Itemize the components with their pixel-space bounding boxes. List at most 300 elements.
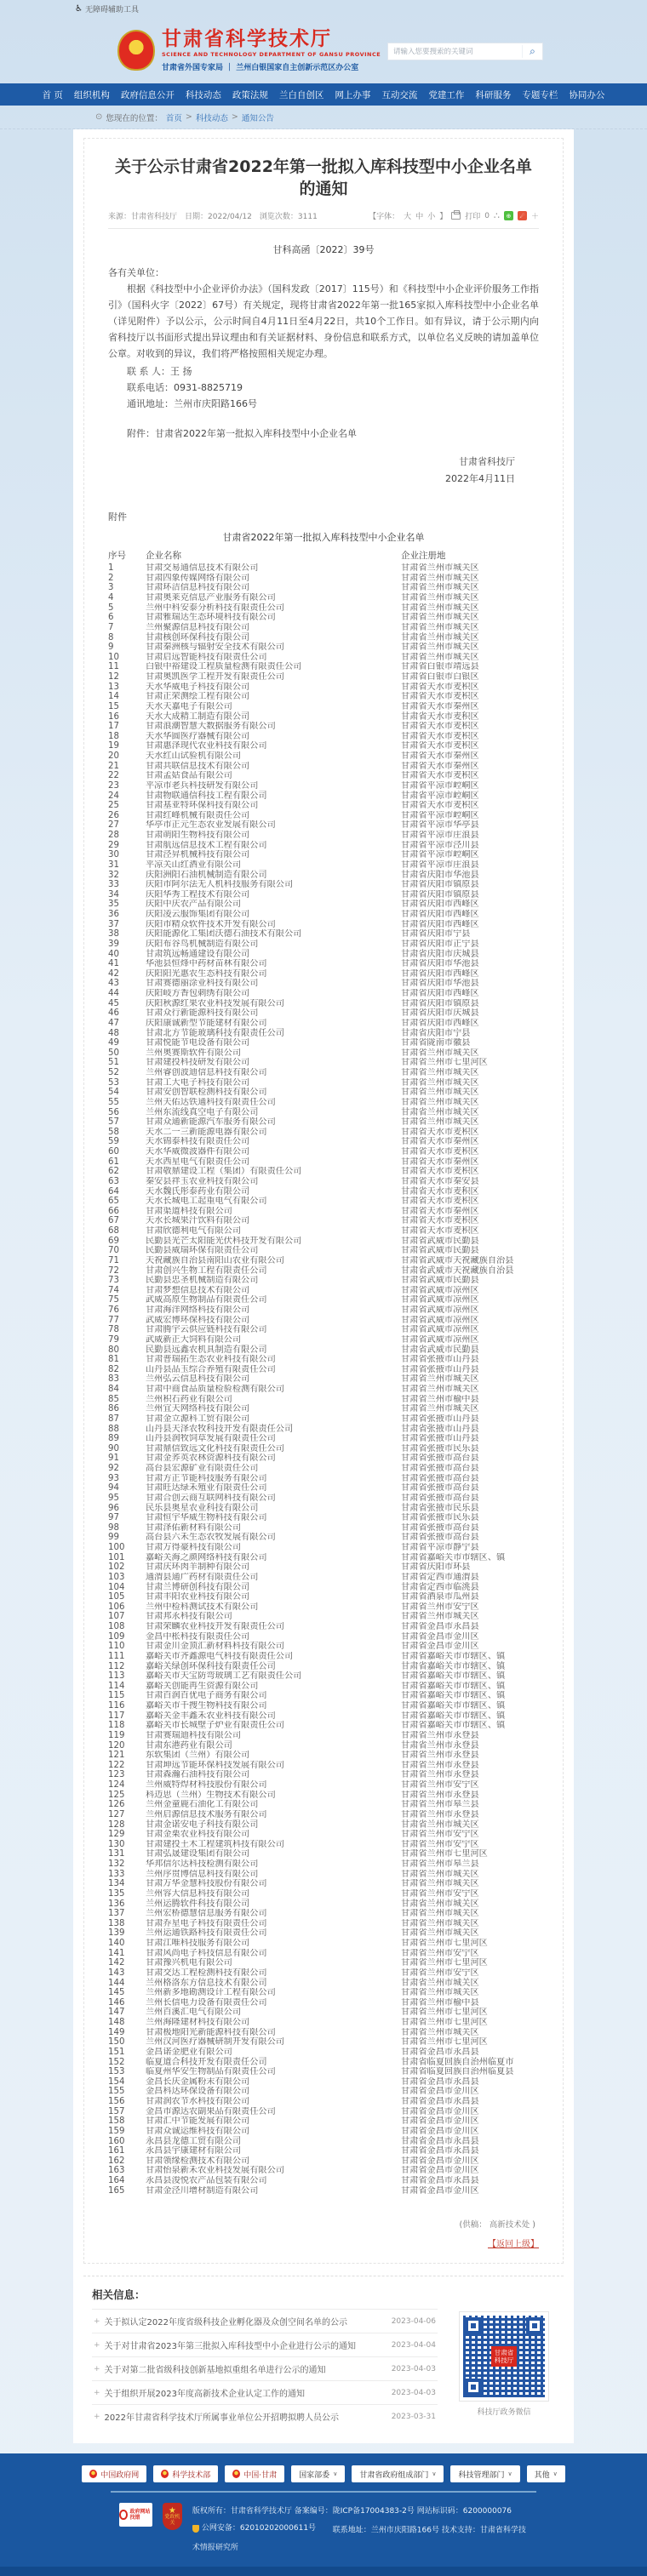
cell-no: 163 <box>108 2166 125 2176</box>
related-list <box>92 2309 438 2428</box>
cell-company: 甘肃秦洲核与辐射安全技术有限公司 <box>146 643 284 653</box>
cell-company: 甘肃萌阳生物科技有限公司 <box>146 831 250 841</box>
table-row <box>108 2067 539 2077</box>
cell-location: 甘肃省金昌市金川区 <box>401 1631 479 1642</box>
cell-no: 62 <box>108 1167 119 1177</box>
cell-company: 兰州天佑达铁通科技有限责任公司 <box>146 1097 276 1107</box>
cell-company: 甘肃欣德利电气有限公司 <box>146 1226 242 1237</box>
table-row <box>108 692 539 702</box>
cell-no: 48 <box>108 1028 119 1038</box>
table-row <box>108 1513 539 1523</box>
table-row <box>108 2087 539 2097</box>
table-row <box>108 1533 539 1543</box>
related-link[interactable]: 关于拟认定2022年度省级科技企业孵化器及众创空间名单的公示 <box>104 2318 347 2328</box>
table-row <box>108 989 539 999</box>
cell-company: 甘肃正荣测绘工程有限公司 <box>146 692 250 702</box>
breadcrumb-section[interactable]: 科技动态 <box>195 113 228 123</box>
nav-item[interactable]: 党建工作 <box>428 89 465 100</box>
cell-no: 82 <box>108 1364 119 1374</box>
wechat-share-icon[interactable]: ⊕ <box>504 211 513 220</box>
cell-no: 129 <box>108 1830 125 1840</box>
table-row <box>108 1968 539 1979</box>
bullet-icon: + <box>94 2316 100 2326</box>
cell-no: 149 <box>108 2027 125 2037</box>
footer-dropdown[interactable] <box>291 2465 345 2482</box>
cell-company: 甘肃森瀚石油科技有限公司 <box>146 1770 250 1780</box>
cell-no: 84 <box>108 1385 119 1395</box>
cell-location: 甘肃省兰州市城关区 <box>401 1819 479 1830</box>
cell-location: 甘肃省嘉峪关市市辖区、镇 <box>401 1691 506 1701</box>
search-box <box>387 43 543 60</box>
cell-no: 100 <box>108 1543 125 1553</box>
cell-location: 甘肃省平凉市崆峒区 <box>401 810 479 820</box>
cell-location: 甘肃省兰州市城关区 <box>401 573 479 583</box>
footer-dropdown-label: 其他 <box>534 2470 550 2480</box>
cell-company: 嘉峪关创能再生资源有限公司 <box>146 1681 259 1691</box>
nav-item[interactable]: 兰白自创区 <box>278 89 324 100</box>
footer-links <box>0 2465 647 2482</box>
cell-company: 庆阳能源化工集团沃德石油技术有限公司 <box>146 929 302 940</box>
nav-item[interactable]: 协同办公 <box>569 89 605 100</box>
cell-no: 64 <box>108 1186 119 1197</box>
cell-company: 甘肃奥凯医学工程开发有限责任公司 <box>146 672 284 683</box>
cell-location: 甘肃省武威市凉州区 <box>401 1285 479 1295</box>
copyright-line-2 <box>192 2520 528 2556</box>
search-icon[interactable]: ⌕ <box>522 45 542 58</box>
cell-location: 甘肃省金昌市永昌县 <box>401 2047 479 2057</box>
cell-location: 甘肃省张掖市山丹县 <box>401 1434 479 1444</box>
table-row <box>108 979 539 989</box>
cell-company: 庆阳洲阳石油机械制造有限公司 <box>146 870 267 880</box>
cell-company: 金昌科达环保设备有限公司 <box>146 2087 250 2097</box>
cell-location: 甘肃省兰州市城关区 <box>401 632 479 643</box>
cell-company: 甘肃百润百优电子商务有限公司 <box>146 1691 267 1701</box>
cell-no: 147 <box>108 2008 125 2018</box>
cell-location: 甘肃省兰州市城关区 <box>401 2027 479 2037</box>
bottom-strip <box>0 2567 647 2576</box>
breadcrumb-separator: > <box>185 112 192 122</box>
cell-location: 甘肃省兰州市城关区 <box>401 1978 479 1988</box>
sign-date: 2022年4月11日 <box>445 473 515 484</box>
cell-company: 甘肃东港药业有限公司 <box>146 1740 232 1751</box>
cell-company: 庆阳岐方香包刺绣有限公司 <box>146 989 250 999</box>
party-gov-label: 党政机关 <box>164 2513 180 2526</box>
table-row <box>108 791 539 801</box>
security-shield-icon <box>192 2525 199 2533</box>
cell-no: 23 <box>108 780 119 791</box>
emblem-icon <box>232 2470 240 2478</box>
table-row <box>108 1345 539 1355</box>
cell-no: 72 <box>108 1265 119 1276</box>
footer-dropdown-label: 科技管理部门 <box>458 2470 505 2480</box>
table-row <box>108 1573 539 1583</box>
cell-no: 124 <box>108 1780 125 1791</box>
table-row <box>108 613 539 623</box>
find-error-label: 政府网站 找错 <box>129 2509 151 2522</box>
cell-no: 106 <box>108 1602 125 1612</box>
table-row <box>108 1365 539 1375</box>
cell-no: 67 <box>108 1216 119 1226</box>
document-number: 甘科高函〔2022〕39号 <box>272 244 375 255</box>
site-header <box>0 17 647 83</box>
cell-company: 甘肃江唯科技服务有限公司 <box>146 1939 250 1949</box>
cell-company: 甘肃众通新能源汽车服务有限公司 <box>146 1117 276 1128</box>
cell-company: 天水大成精工制造有限公司 <box>146 711 250 722</box>
nav-item[interactable]: 科技动态 <box>185 89 221 100</box>
cell-no: 10 <box>108 652 119 662</box>
cell-company: 永昌县浚悦农产品包装有限公司 <box>146 2176 267 2186</box>
footer-dropdown[interactable] <box>527 2465 565 2482</box>
cell-company: 甘肃交达工程检测科技有限公司 <box>146 1968 267 1978</box>
table-row <box>108 1909 539 1919</box>
signature-block <box>108 454 515 488</box>
cell-no: 116 <box>108 1701 125 1711</box>
cell-location: 甘肃省定西市临洮县 <box>401 1582 479 1592</box>
cell-company: 甘肃安创智联检测科技有限公司 <box>146 1088 267 1098</box>
table-title: 甘肃省2022年第一批拟入库科技型中小企业名单 <box>222 532 425 543</box>
site-footer <box>0 2453 647 2567</box>
cell-company: 兰州格洛东方信息技术有限公司 <box>146 1978 267 1988</box>
font-size-large-button[interactable]: 大 <box>404 213 412 221</box>
table-row <box>108 1701 539 1711</box>
cell-no: 5 <box>108 603 114 613</box>
related-link[interactable]: 2022年甘肃省科学技术厅所属事业单位公开招聘拟聘人员公示 <box>104 2413 339 2424</box>
cell-location: 甘肃省兰州市城关区 <box>401 1869 479 1879</box>
cell-company: 民勤县忠圣机械制造有限公司 <box>146 1276 259 1286</box>
cell-no: 131 <box>108 1849 125 1859</box>
table-row <box>108 949 539 959</box>
more-share-button[interactable]: ＋ <box>530 213 539 221</box>
cell-location: 甘肃省兰州市七里河区 <box>401 2037 488 2048</box>
cell-no: 97 <box>108 1513 119 1523</box>
cell-location: 甘肃省武威市民勤县 <box>401 1236 479 1246</box>
table-row <box>108 999 539 1009</box>
cell-company: 天水二一三新能源电器有限公司 <box>146 1127 267 1137</box>
cell-company: 华邦信尔达科技检测有限公司 <box>146 1859 259 1870</box>
cell-location: 甘肃省嘉峪关市市辖区、镇 <box>401 1711 506 1721</box>
cell-location: 甘肃省兰州市永登县 <box>401 1730 479 1740</box>
cell-company: 平凉市老兵科技研发有限公司 <box>146 780 259 791</box>
cell-location: 甘肃省金昌市永昌县 <box>401 2146 479 2156</box>
cell-location: 甘肃省嘉峪关市市辖区、镇 <box>401 1552 506 1562</box>
cell-no: 40 <box>108 949 119 959</box>
cell-no: 37 <box>108 919 119 929</box>
footer-dropdown[interactable] <box>450 2465 519 2482</box>
cell-company: 华池县恒烽中药材苗林有限公司 <box>146 959 267 969</box>
footer-site-link[interactable] <box>82 2465 146 2482</box>
cell-location: 甘肃省天水市麦积区 <box>401 692 479 702</box>
cell-company: 甘肃红峰机械有限责任公司 <box>146 810 250 820</box>
party-gov-badge[interactable] <box>163 2503 182 2530</box>
table-row <box>108 1107 539 1117</box>
header-company: 企业名称 <box>146 551 181 561</box>
cell-company: 甘肃金泾川增材制造有限公司 <box>146 2185 259 2196</box>
cell-location: 甘肃省兰州市城关区 <box>401 1988 479 1998</box>
cell-company: 甘肃奥莱克信息产业服务有限公司 <box>146 593 276 603</box>
cell-location: 甘肃省武威市凉州区 <box>401 1315 479 1325</box>
cell-location: 甘肃省兰州市城关区 <box>401 1077 479 1088</box>
chevron-down-icon: ∨ <box>432 2470 437 2478</box>
table-row <box>108 1186 539 1197</box>
table-row <box>108 2077 539 2088</box>
cell-location: 甘肃省庆阳市庆城县 <box>401 949 479 959</box>
cell-company: 甘肃坤远节能环保科技发展有限公司 <box>146 1760 284 1770</box>
cell-company: 平凉关山红酒业有限公司 <box>146 860 242 870</box>
font-size-small-button[interactable]: 小 <box>427 213 436 221</box>
cell-no: 39 <box>108 939 119 949</box>
cell-location: 甘肃省天水市麦积区 <box>401 1147 479 1157</box>
cell-location: 甘肃省天水市麦积区 <box>401 1167 479 1177</box>
cell-company: 甘肃普瑞拓生态农业科技有限公司 <box>146 1355 276 1365</box>
contact-phone: 联系电话：0931-8825719 <box>127 382 243 393</box>
nav-item[interactable]: 首 页 <box>42 89 63 100</box>
company-table <box>108 547 539 2196</box>
cell-company: 高台县宏源矿业有限责任公司 <box>146 1464 259 1474</box>
cell-no: 122 <box>108 1760 125 1770</box>
cell-no: 86 <box>108 1404 119 1414</box>
font-size-medium-button[interactable]: 中 <box>415 213 424 221</box>
table-row <box>108 1592 539 1602</box>
cell-location: 甘肃省兰州市城关区 <box>401 1107 479 1117</box>
cell-location: 甘肃省天水市麦积区 <box>401 711 479 722</box>
cell-company: 甘肃腾宇云供应链科技有限公司 <box>146 1325 267 1335</box>
cell-no: 53 <box>108 1077 119 1088</box>
cell-location: 甘肃省兰州市榆中县 <box>401 1394 479 1404</box>
cell-company: 嘉峪关市齐鑫源电气科技有限责任公司 <box>146 1651 294 1661</box>
cell-company: 兰州新多地勘测设计工程有限公司 <box>146 1988 276 1998</box>
table-row <box>108 1385 539 1395</box>
cell-location: 甘肃省陇南市徽县 <box>401 1038 471 1048</box>
nav-item[interactable]: 互动交流 <box>381 89 418 100</box>
cell-location: 甘肃省金昌市金川区 <box>401 2126 479 2136</box>
table-row <box>108 1840 539 1850</box>
cell-company: 甘肃物联通信科技工程有限公司 <box>146 791 267 801</box>
table-row <box>108 771 539 781</box>
table-row <box>108 2136 539 2146</box>
breadcrumb-home[interactable]: 首页 <box>165 113 182 123</box>
table-row <box>108 1691 539 1701</box>
cell-location: 甘肃省金昌市金川区 <box>401 2156 479 2166</box>
cell-location: 甘肃省天水市秦安县 <box>401 1176 479 1186</box>
table-row <box>108 1444 539 1454</box>
table-row <box>108 820 539 831</box>
cell-no: 165 <box>108 2185 125 2196</box>
cell-location: 甘肃省兰州市七里河区 <box>401 2008 488 2018</box>
table-row <box>108 702 539 712</box>
cell-no: 77 <box>108 1315 119 1325</box>
cell-company: 金昌中枨科技有限责任公司 <box>146 1631 250 1642</box>
cell-no: 68 <box>108 1226 119 1237</box>
footer-link-label: 中国政府网 <box>100 2470 140 2480</box>
cell-location: 甘肃省兰州市城关区 <box>401 563 479 574</box>
related-link[interactable]: 关于对甘肃省2023年第三批拟入库科技型中小企业进行公示的通知 <box>104 2342 356 2352</box>
cell-company: 甘肃恒宇华威生物科技有限公司 <box>146 1513 267 1523</box>
nav-item[interactable]: 专题专栏 <box>522 89 558 100</box>
cell-no: 2 <box>108 573 114 583</box>
cell-no: 138 <box>108 1918 125 1928</box>
cell-no: 73 <box>108 1276 119 1286</box>
cell-location: 甘肃省嘉峪关市市辖区、镇 <box>401 1721 506 1731</box>
table-row <box>108 1711 539 1722</box>
bullet-icon: + <box>94 2364 100 2373</box>
table-row <box>108 969 539 980</box>
cell-no: 17 <box>108 722 119 732</box>
table-row <box>108 1849 539 1859</box>
cell-location: 甘肃省兰州市城关区 <box>401 1918 479 1928</box>
cell-company: 庆阳市精众软件技术开发有限公司 <box>146 919 276 929</box>
nav-item[interactable]: 科研服务 <box>475 89 512 100</box>
table-row <box>108 1335 539 1345</box>
cell-location: 甘肃省平凉市崆峒区 <box>401 791 479 801</box>
cell-company: 秦安县祥玉农业科技有限公司 <box>146 1176 259 1186</box>
related-link[interactable]: 关于对第二批省级科技创新基地拟重组名单进行公示的通知 <box>104 2366 326 2376</box>
weibo-share-icon[interactable]: ☄ <box>518 211 527 220</box>
cell-no: 32 <box>108 870 119 880</box>
cell-location: 甘肃省兰州市七里河区 <box>401 2018 488 2028</box>
table-row <box>108 1494 539 1504</box>
footer-site-link[interactable] <box>153 2465 218 2482</box>
cell-company: 甘肃众诚运维科技有限公司 <box>146 2126 250 2136</box>
nav-item[interactable]: 政府信息公开 <box>120 89 175 100</box>
cell-location: 甘肃省天水市麦积区 <box>401 741 479 751</box>
cell-company: 兰州积石药业有限公司 <box>146 1394 232 1404</box>
attachment-line[interactable]: 附件：甘肃省2022年第一批拟入库科技型中小企业名单 <box>127 428 357 439</box>
cell-company: 甘肃孟姑食品有限公司 <box>146 771 232 781</box>
site-title: 甘肃省科学技术厅 <box>162 27 332 50</box>
table-row <box>108 1295 539 1305</box>
nav-item[interactable]: 政策法规 <box>232 89 268 100</box>
cell-company: 兰州百溪汇电气有限公司 <box>146 2008 242 2018</box>
table-row <box>108 1157 539 1168</box>
cell-location: 甘肃省兰州市城关区 <box>401 1374 479 1385</box>
related-item <box>92 2356 438 2380</box>
related-date: 2023-03-31 <box>391 2412 436 2421</box>
table-row <box>108 1068 539 1078</box>
cell-no: 148 <box>108 2018 125 2028</box>
cell-location: 甘肃省兰州市安宁区 <box>401 1888 479 1899</box>
cell-company: 兰州中科安泰分析科技有限责任公司 <box>146 603 284 613</box>
cell-no: 119 <box>108 1730 125 1740</box>
cell-location: 甘肃省金昌市永昌县 <box>401 2076 479 2087</box>
cell-company: 甘肃众行新能源科技有限公司 <box>146 1008 259 1019</box>
cell-location: 甘肃省天水市秦州区 <box>401 1206 479 1216</box>
supply-note: (供稿： 高新技术处 ) <box>459 2220 535 2230</box>
print-icon[interactable] <box>451 212 461 220</box>
table-row <box>108 1682 539 1692</box>
cell-company: 天祝藏族自治县南阳山农业有限公司 <box>146 1255 284 1265</box>
breadcrumb-page[interactable]: 通知公告 <box>241 113 274 123</box>
cell-company: 天水华威微波器件有限公司 <box>146 1147 250 1157</box>
nav-item[interactable]: 组织机构 <box>73 89 110 100</box>
cell-location: 甘肃省兰州市安宁区 <box>401 1602 479 1612</box>
footer-site-link[interactable] <box>225 2465 284 2482</box>
table-row <box>108 1395 539 1405</box>
cell-no: 6 <box>108 613 114 623</box>
table-row <box>108 2186 539 2196</box>
cell-company: 兰州海隆建材科技有限公司 <box>146 2018 250 2028</box>
table-row <box>108 1117 539 1128</box>
cell-location: 甘肃省天水市麦积区 <box>401 731 479 741</box>
gov-site-error-badge[interactable] <box>119 2503 152 2527</box>
cell-no: 154 <box>108 2076 125 2087</box>
cell-company: 天水红山试验机有限公司 <box>146 751 242 762</box>
search-input[interactable] <box>388 48 522 56</box>
footer-dropdown[interactable] <box>352 2465 444 2482</box>
back-to-parent-link[interactable]: 【返回上级】 <box>488 2240 539 2250</box>
footer-link-label: 科学技术部 <box>172 2470 211 2480</box>
table-row <box>108 841 539 851</box>
table-row <box>108 662 539 672</box>
cell-location: 甘肃省张掖市高台县 <box>401 1473 479 1483</box>
cell-location: 甘肃省兰州市榆中县 <box>401 1997 479 2008</box>
cell-company: 天水西星电气有限责任公司 <box>146 1157 250 1167</box>
cell-no: 118 <box>108 1721 125 1731</box>
footer-copyright <box>192 2503 528 2556</box>
cell-location: 甘肃省金昌市永昌县 <box>401 2097 479 2107</box>
cell-location: 甘肃省庆阳市华池县 <box>401 959 479 969</box>
cell-location: 甘肃省兰州市永登县 <box>401 1760 479 1770</box>
cell-company: 甘肃汇中节能发展有限公司 <box>146 2116 250 2127</box>
footer-bottom <box>0 2503 647 2556</box>
related-link[interactable]: 关于组织开展2023年度高新技术企业认定工作的通知 <box>104 2390 305 2400</box>
nav-item[interactable]: 网上办事 <box>335 89 371 100</box>
table-row <box>108 1474 539 1484</box>
cell-no: 52 <box>108 1068 119 1078</box>
cell-location: 甘肃省张掖市高台县 <box>401 1454 479 1464</box>
cell-company: 兰州奥赛斯软件有限公司 <box>146 1048 242 1058</box>
table-row <box>108 2146 539 2156</box>
cell-company: 甘肃核创环保科技有限公司 <box>146 632 250 643</box>
cell-location: 甘肃省平凉市庄浪县 <box>401 831 479 841</box>
salutation: 各有关单位： <box>108 267 164 278</box>
cell-company: 东软集团（兰州）有限公司 <box>146 1751 250 1761</box>
table-row <box>108 1523 539 1534</box>
breadcrumb-prefix: 您现在的位置： <box>106 113 163 123</box>
cell-no: 125 <box>108 1790 125 1800</box>
cell-no: 127 <box>108 1809 125 1819</box>
related-section <box>83 2276 564 2431</box>
cell-company: 甘肃基亚特环保科技有限公司 <box>146 801 259 811</box>
cell-company: 甘肃悦能节电设备有限公司 <box>146 1038 250 1048</box>
cell-company: 甘肃庆环肉羊制种有限公司 <box>146 1562 250 1573</box>
cell-location: 甘肃省金昌市金川区 <box>401 2166 479 2176</box>
cell-company: 金昌市源达农副果品有限责任公司 <box>146 2106 276 2116</box>
cell-no: 66 <box>108 1206 119 1216</box>
cell-location: 甘肃省庆阳市宁县 <box>401 929 471 940</box>
table-row <box>108 1454 539 1464</box>
cell-no: 46 <box>108 1008 119 1019</box>
cell-no: 71 <box>108 1255 119 1265</box>
cell-company: 甘肃兰博研创科技有限公司 <box>146 1582 250 1592</box>
table-row <box>108 1424 539 1434</box>
table-row <box>108 910 539 920</box>
accessibility-tool-link[interactable] <box>75 3 139 14</box>
cell-no: 60 <box>108 1147 119 1157</box>
table-row <box>108 2028 539 2038</box>
cell-location: 甘肃省兰州市安宁区 <box>401 1830 479 1840</box>
table-row <box>108 1088 539 1098</box>
share-icon[interactable]: ∴ <box>493 210 500 221</box>
cell-location: 甘肃省定西市通渭县 <box>401 1572 479 1582</box>
table-row <box>108 1374 539 1385</box>
table-row <box>108 1553 539 1563</box>
footer-dropdown-label: 甘肃省政府组成部门 <box>359 2470 429 2480</box>
cell-company: 民勤县威瑞环保有限责任公司 <box>146 1246 259 1256</box>
print-button[interactable]: 打印 <box>465 213 481 221</box>
table-row <box>108 672 539 683</box>
cell-location: 甘肃省嘉峪关市市辖区、镇 <box>401 1661 506 1671</box>
cell-location: 甘肃省平凉市庄浪县 <box>401 860 479 870</box>
